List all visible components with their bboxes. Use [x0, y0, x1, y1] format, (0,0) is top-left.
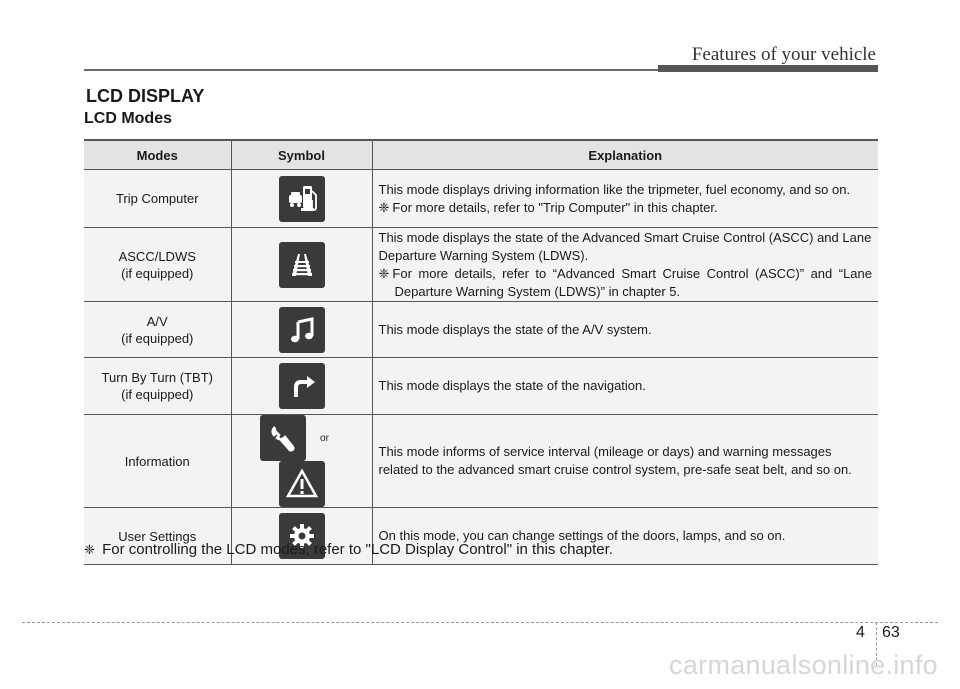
mode-explanation [372, 302, 878, 358]
mode-name [84, 302, 231, 358]
mode-name [84, 358, 231, 415]
mode-label: Turn By Turn (TBT) [101, 370, 213, 385]
header-rule-accent [658, 65, 878, 72]
note-text: For more details, refer to "Trip Computer" in this chapter. [392, 199, 718, 215]
footer-divider [22, 622, 938, 623]
mode-name [84, 415, 231, 508]
lane-road-icon [279, 242, 325, 288]
mode-label: Information [124, 453, 190, 469]
column-header-explanation: Explanation [372, 140, 878, 170]
fuel-pump-car-icon [279, 176, 325, 222]
explanation-note [379, 199, 873, 217]
table-row [84, 170, 878, 228]
mode-symbol [231, 170, 372, 228]
column-header-modes: Modes [84, 140, 231, 170]
explanation-note [379, 265, 873, 301]
column-header-symbol: Symbol [231, 140, 372, 170]
explanation-text: This mode displays the state of the navigation. [378, 378, 646, 393]
mode-qualifier: (if equipped) [121, 387, 194, 402]
mode-label: Trip Computer [115, 191, 199, 206]
wrench-icon [260, 415, 306, 461]
mode-qualifier: (if equipped) [121, 330, 194, 346]
mode-symbol [231, 358, 372, 415]
page-number: 63 [882, 624, 900, 641]
mode-explanation [372, 228, 878, 302]
page-title: LCD DISPLAY [86, 86, 205, 106]
mode-name [84, 170, 231, 228]
section-subtitle: LCD Modes [84, 110, 172, 127]
mode-explanation [372, 415, 878, 508]
note-mark: ❈ [378, 199, 390, 215]
mode-explanation [372, 358, 878, 415]
explanation-text: On this mode, you can change settings of the doors, lamps, and so on. [378, 528, 786, 543]
watermark: carmanualsonline.info [669, 650, 938, 680]
mode-name [84, 228, 231, 302]
table-row [84, 228, 878, 302]
table-header-row [84, 140, 878, 170]
mode-label: User Settings [118, 528, 197, 544]
mode-explanation [372, 170, 878, 228]
explanation-text: This mode informs of service interval (mileage or days) and warning messages related to the advanced smart cruise control system, pre-safe seat belt, and so on. [378, 444, 852, 477]
or-label: or [320, 432, 329, 444]
mode-label: ASCC/LDWS [118, 248, 196, 264]
mode-qualifier: (if equipped) [121, 265, 194, 281]
table-row [84, 415, 878, 508]
mode-symbol [231, 415, 372, 508]
warning-triangle-icon [279, 461, 325, 507]
explanation-text: This mode displays the state of the A/V system. [378, 321, 652, 337]
footnote [84, 541, 613, 558]
explanation-text: This mode displays driving information like the tripmeter, fuel economy, and so on. [378, 181, 851, 197]
mode-label: A/V [146, 313, 168, 329]
lcd-modes-table [84, 139, 878, 565]
note-mark: ❈ [84, 542, 95, 557]
music-note-icon [279, 307, 325, 353]
note-text: For more details, refer to “Advanced Smart Cruise Control (ASCC)” and “Lane Departure Warning System (LDWS)” in chapter 5. [392, 265, 872, 299]
mode-symbol [231, 228, 372, 302]
table-row [84, 302, 878, 358]
mode-symbol [231, 302, 372, 358]
explanation-text: This mode displays the state of the Advanced Smart Cruise Control (ASCC) and Lane Departure Warning System (LDWS). [378, 229, 872, 263]
chapter-number: 4 [856, 624, 865, 641]
footnote-text: For controlling the LCD modes, refer to "LCD Display Control" in this chapter. [102, 541, 613, 558]
note-mark: ❈ [378, 265, 390, 281]
section-title: Features of your vehicle [691, 44, 876, 65]
turn-arrow-icon [279, 363, 325, 409]
table-row [84, 358, 878, 415]
